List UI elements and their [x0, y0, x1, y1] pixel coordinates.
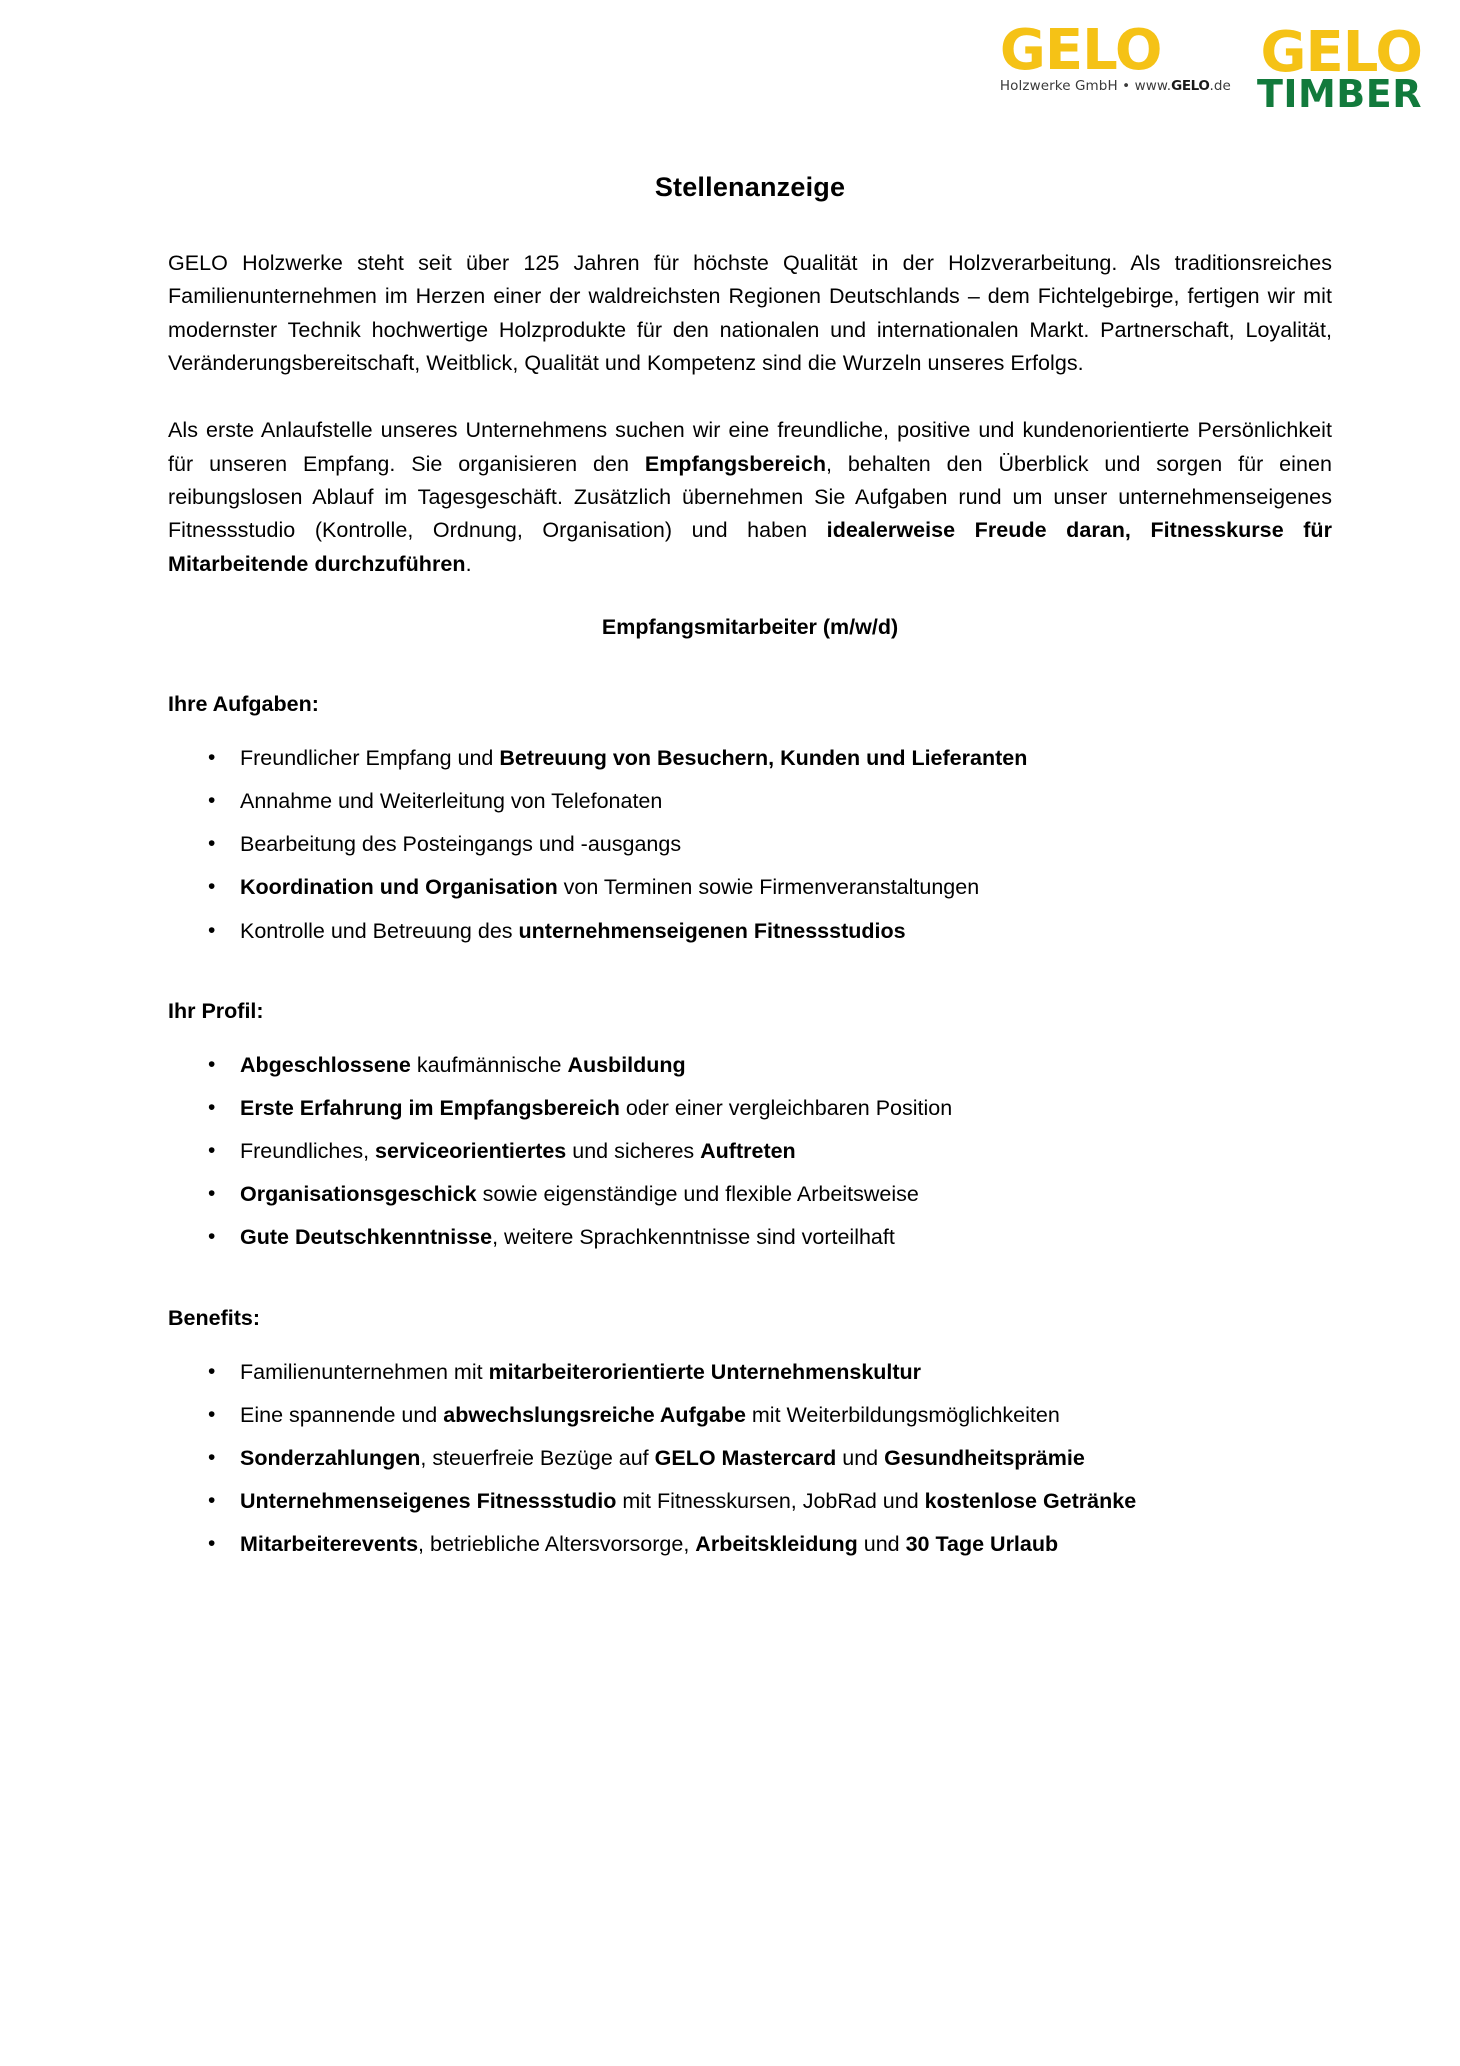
bullet-list-benefits [168, 1357, 1332, 1561]
list-item [168, 1136, 1332, 1167]
bullet-icon: • [208, 1052, 216, 1076]
section-profil [168, 999, 1332, 1254]
list-item-bold: abwechslungsreiche Aufgabe [443, 1402, 746, 1427]
list-item-bold: Mitarbeiterevents [240, 1532, 419, 1557]
header-logos [999, 18, 1422, 117]
role-paragraph-bold1: Empfangsbereich [644, 451, 827, 476]
list-item-post: mit Weiterbildungsmöglichkeiten [745, 1402, 1060, 1427]
bullet-icon: • [208, 788, 216, 812]
list-item-bold: unternehmenseigenen Fitnessstudios [518, 918, 906, 943]
list-item-pre: Freundliches, [240, 1139, 376, 1164]
role-paragraph-part1: Als erste Anlaufstelle unseres Unternehmens suchen wir eine freundliche, positive und kundenorientierte Persönlichkeit für unseren Empfang. Sie organisieren den [168, 418, 1332, 476]
list-item [168, 1050, 1332, 1081]
gelo-tagline-part2: .de [1209, 78, 1231, 95]
list-item-bold2: kostenlose Getränke [924, 1489, 1137, 1514]
list-item [168, 872, 1332, 903]
job-position-title: Empfangsmitarbeiter (m/w/d) [601, 614, 899, 639]
list-item-bold: Gute Deutschkenntnisse [240, 1225, 493, 1250]
list-item-post: und sicheres [566, 1139, 701, 1164]
list-item-pre: Freundlicher Empfang und [240, 745, 500, 770]
list-item [168, 1443, 1332, 1474]
list-item-post: kaufmännische [410, 1052, 568, 1077]
list-item-bold2: Arbeitskleidung [695, 1532, 858, 1557]
list-item [168, 1093, 1332, 1124]
list-item [168, 1400, 1332, 1431]
list-item-bold: mitarbeiterorientierte Unternehmenskultur [488, 1359, 922, 1384]
list-item-pre: Kontrolle und Betreuung des [240, 918, 519, 943]
list-item-pre: Bearbeitung des Posteingangs und -ausgangs [240, 832, 682, 857]
role-paragraph-part2: , behalten den Überblick und sorgen für einen reibungslosen Ablauf im Tagesgeschäft. Zusätzlich übernehmen Sie Aufgaben rund um unser unternehmenseigenes Fitnessstudio (Kontrolle, Ordnung, Organisation) und haben [168, 451, 1332, 543]
section-benefits [168, 1306, 1332, 1561]
bullet-icon: • [208, 1359, 216, 1383]
list-item-bold: Abgeschlossene [240, 1052, 411, 1077]
list-item [168, 743, 1332, 774]
list-item [168, 1529, 1332, 1560]
list-item-bold: Sonderzahlungen [240, 1445, 421, 1470]
bullet-icon: • [208, 832, 216, 856]
bullet-icon: • [208, 1489, 216, 1513]
bullet-list-profil [168, 1050, 1332, 1254]
bullet-icon: • [208, 1182, 216, 1206]
list-item-post: , betriebliche Altersvorsorge, [418, 1532, 696, 1557]
list-item-post2: und [857, 1532, 906, 1557]
bullet-icon: • [208, 918, 216, 942]
list-item-post: von Terminen sowie Firmenveranstaltungen [557, 875, 980, 900]
page-title: Stellenanzeige [654, 172, 846, 202]
gelo-timber-wordmark: GELO [1260, 20, 1422, 85]
bullet-icon: • [208, 1445, 216, 1469]
list-item-post2: und [836, 1445, 885, 1470]
bullet-list-aufgaben [168, 743, 1332, 947]
list-item-post: mit Fitnesskursen, JobRad und [616, 1489, 925, 1514]
list-item-bold3: 30 Tage Urlaub [905, 1532, 1059, 1557]
gelo-tagline [1000, 80, 1231, 94]
list-item-pre: Annahme und Weiterleitung von Telefonaten [240, 788, 663, 813]
list-item-bold: Organisationsgeschick [240, 1182, 477, 1207]
bullet-icon: • [208, 1225, 216, 1249]
list-item-pre: Eine spannende und [240, 1402, 444, 1427]
document-body [168, 172, 1332, 1560]
gelo-holzwerke-logo [999, 18, 1231, 95]
list-item-post: sowie eigenständige und flexible Arbeitsweise [476, 1182, 919, 1207]
list-item-bold: serviceorientiertes [375, 1139, 567, 1164]
list-item [168, 786, 1332, 817]
bullet-icon: • [208, 1532, 216, 1556]
intro-paragraph: GELO Holzwerke steht seit über 125 Jahren für höchste Qualität in der Holzverarbeitung. Als traditionsreiches Familienunternehmen im Herzen einer der waldreichsten Regionen Deutschlands – dem Fichtelgebirge, fertigen wir mit modernster Technik hochwertige Holzprodukte für den nationalen und internationalen Markt. Partnerschaft, Loyalität, Veränderungsbereitschaft, Weitblick, Qualität und Kompetenz sind die Wurzeln unseres Erfolgs. [168, 251, 1332, 375]
list-item [168, 1486, 1332, 1517]
section-heading-aufgaben: Ihre Aufgaben: [168, 691, 319, 716]
section-heading-profil: Ihr Profil: [168, 998, 264, 1023]
gelo-tagline-strong: GELO [1171, 78, 1210, 95]
list-item-bold: Erste Erfahrung im Empfangsbereich [240, 1095, 620, 1120]
role-paragraph [168, 414, 1332, 581]
gelo-tagline-part1: Holzwerke GmbH • www. [999, 78, 1172, 95]
bullet-icon: • [208, 1095, 216, 1119]
gelo-timber-logo [1256, 20, 1422, 117]
list-item-bold2: GELO Mastercard [654, 1445, 837, 1470]
list-item-pre: Familienunternehmen mit [240, 1359, 489, 1384]
timber-wordmark: TIMBER [1256, 72, 1422, 117]
list-item [168, 1179, 1332, 1210]
list-item-bold2: Ausbildung [567, 1052, 686, 1077]
list-item-bold: Unternehmenseigenes Fitnessstudio [240, 1489, 617, 1514]
list-item [168, 829, 1332, 860]
gelo-wordmark: GELO [999, 18, 1162, 83]
list-item-bold2: Auftreten [700, 1139, 796, 1164]
bullet-icon: • [208, 875, 216, 899]
list-item [168, 916, 1332, 947]
list-item-bold3: Gesundheitsprämie [884, 1445, 1085, 1470]
list-item [168, 1222, 1332, 1253]
bullet-icon: • [208, 1139, 216, 1163]
list-item-bold: Koordination und Organisation [240, 875, 558, 900]
section-heading-benefits: Benefits: [168, 1305, 260, 1330]
bullet-icon: • [208, 745, 216, 769]
bullet-icon: • [208, 1402, 216, 1426]
role-paragraph-bold2: idealerweise Freude daran, Fitnesskurse für Mitarbeitende durchzuführen [168, 518, 1333, 576]
list-item-post: , steuerfreie Bezüge auf [420, 1445, 655, 1470]
list-item [168, 1357, 1332, 1388]
list-item-post: , weitere Sprachkenntnisse sind vorteilhaft [492, 1225, 895, 1250]
section-aufgaben [168, 692, 1332, 947]
list-item-bold: Betreuung von Besuchern, Kunden und Lieferanten [499, 745, 1028, 770]
list-item-post: oder einer vergleichbaren Position [619, 1095, 953, 1120]
role-paragraph-part3: . [465, 551, 472, 576]
